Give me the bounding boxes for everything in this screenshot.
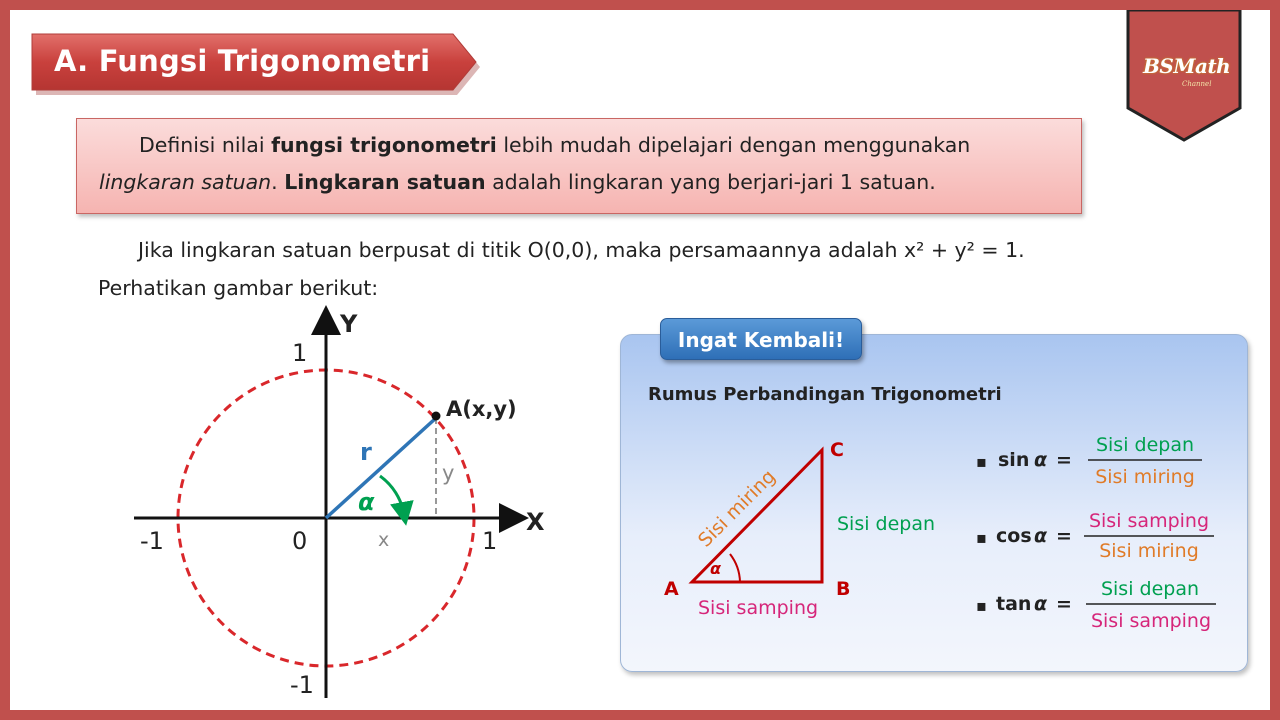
y-tick-positive: 1 [292, 339, 308, 367]
bullet: ▪ [976, 528, 987, 547]
definition-part: adalah lingkaran yang berjari-jari 1 satuan. [485, 170, 936, 194]
tan-denominator: Sisi samping [1090, 610, 1212, 632]
bullet: ▪ [976, 596, 987, 615]
logo-text: BSMath [1143, 54, 1231, 78]
logo-subtext: Channel [1182, 80, 1212, 88]
sin-alpha: α [1034, 449, 1048, 471]
definition-italic-term: lingkaran satuan [99, 170, 272, 194]
definition-bold-term: Lingkaran satuan [284, 170, 486, 194]
trig-ratio-diagram [10, 10, 1270, 710]
definition-bold-term: fungsi trigonometri [271, 133, 497, 157]
formula-heading: Rumus Perbandingan Trigonometri [648, 384, 1002, 405]
slide [10, 10, 1270, 710]
cos-label: cos [996, 525, 1032, 547]
sin-numerator: Sisi depan [1095, 434, 1195, 456]
definition-part: . [271, 170, 285, 194]
x-tick-positive: 1 [482, 527, 498, 555]
vertex-c-label: C [830, 439, 844, 461]
x-axis-label: X [526, 508, 545, 536]
tan-numerator: Sisi depan [1100, 578, 1200, 600]
radius-label: r [360, 438, 372, 466]
sin-equals: = [1056, 449, 1072, 471]
y-axis-label: Y [340, 310, 358, 338]
cos-denominator: Sisi miring [1099, 540, 1199, 562]
point-a-label: A(x,y) [446, 397, 517, 421]
y-leg-label: y [442, 461, 455, 485]
instruction-text: Perhatikan gambar berikut: [98, 276, 379, 300]
page-title: A. Fungsi Trigonometri [54, 44, 431, 78]
bullet: ▪ [976, 452, 987, 471]
vertex-b-label: B [836, 578, 851, 600]
cos-numerator: Sisi samping [1088, 510, 1210, 532]
vertex-a-label: A [664, 578, 679, 600]
tan-equals: = [1056, 593, 1072, 615]
equation-paragraph: Jika lingkaran satuan berpusat di titik O(0,0), maka persamaannya adalah x² + y² = 1. [138, 238, 1025, 262]
x-tick-negative: -1 [140, 527, 164, 555]
angle-label: α [358, 488, 375, 516]
sin-label: sin [998, 449, 1030, 471]
sin-denominator: Sisi miring [1095, 466, 1195, 488]
cos-equals: = [1056, 525, 1072, 547]
definition-part: Definisi nilai [139, 133, 272, 157]
hypotenuse-label: Sisi miring [693, 465, 780, 552]
tan-label: tan [996, 593, 1032, 615]
triangle-angle-arc [730, 554, 740, 582]
triangle-angle-label: α [710, 559, 721, 578]
opposite-label: Sisi depan [837, 513, 936, 535]
y-tick-negative: -1 [290, 671, 314, 699]
definition-part: lebih mudah dipelajari dengan menggunakan [496, 133, 971, 157]
tan-alpha: α [1034, 593, 1048, 615]
reminder-button[interactable]: Ingat Kembali! [660, 318, 862, 360]
origin-label: 0 [292, 527, 308, 555]
adjacent-label: Sisi samping [698, 597, 819, 619]
cos-alpha: α [1034, 525, 1048, 547]
x-leg-label: x [378, 529, 390, 551]
